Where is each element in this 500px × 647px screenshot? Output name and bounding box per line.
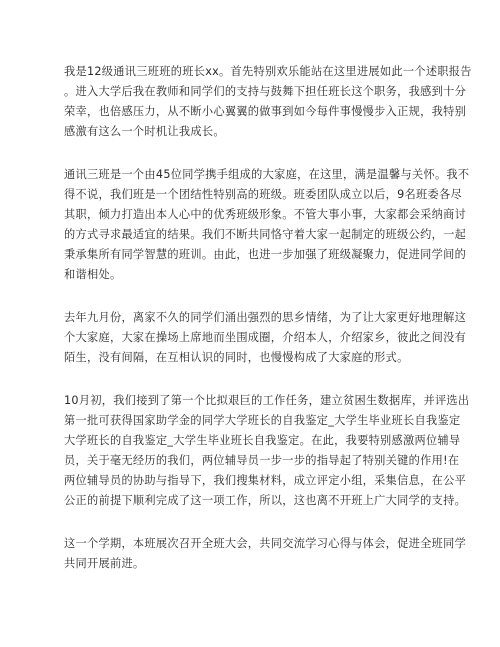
text-line: 荣幸，也倍感压力，从不断小心翼翼的做事到如今每件事慢慢步入正规，我特别 <box>64 105 467 118</box>
text-line: 个大家庭，大家在操场上席地而坐围成圈，介绍本人，介绍家乡，彼此之间没有 <box>64 331 467 344</box>
text-line: 得不说，我们班是一个团结性特别高的班级。班委团队成立以后，9名班委各尽 <box>64 188 462 201</box>
text-line: 大学班长的自我鉴定_大学生毕业班长自我鉴定。在此，我要特别感激两位辅导 <box>64 434 461 447</box>
text-line: 和谐相处。 <box>64 268 122 281</box>
text-line: 共同开展前进。 <box>64 557 145 570</box>
text-line: 我是12级通讯三班班的班长xx。首先特别欢乐能站在这里进展如此一个述职报告 <box>64 65 472 78</box>
text-line: 感激有这么一个时机让我成长。 <box>64 125 225 138</box>
paragraph-september <box>64 308 467 368</box>
text-line: 公正的前提下顺利完成了这一项工作，所以，这也离不开班上广大同学的支持。 <box>64 494 467 507</box>
text-line: 这一个学期，本班展次召开全班大会，共同交流学习心得与体会，促进全班同学 <box>64 537 467 550</box>
text-line: 其职，倾力打造出本人心中的优秀班级形象。不管大事小事，大家都会采纳商讨 <box>64 208 467 221</box>
text-line: 员，关于毫无经历的我们，两位辅导员一步一步的指导起了特别关键的作用!在 <box>64 454 460 467</box>
text-line: 秉承集所有同学智慧的班训。由此，也进一步加强了班级凝聚力，促进同学间的 <box>64 248 467 261</box>
paragraph-october <box>64 391 470 511</box>
text-line: 去年九月份，离家不久的同学们涌出强烈的思乡情绪，为了让大家更好地理解这 <box>64 311 467 324</box>
text-line: 第一批可获得国家助学金的同学大学班长的自我鉴定_大学生毕业班长自我鉴定 <box>64 414 461 427</box>
text-line: 两位辅导员的协助与指导下，我们搜集材料，成立评定小组，采集信息，在公平 <box>64 474 467 487</box>
paragraph-class-overview <box>64 165 470 285</box>
paragraph-intro <box>64 62 472 142</box>
text-line: 。进入大学后我在教师和同学们的支持与鼓舞下担任班长这个职务，我感到十分 <box>64 85 467 98</box>
document-body <box>64 62 472 574</box>
text-line: 陌生，没有间隔，在互相认识的同时，也慢慢构成了大家庭的形式。 <box>64 351 409 364</box>
text-line: 的方式寻求最适宜的结果。我们不断共同恪守着大家一起制定的班级公约，一起 <box>64 228 467 241</box>
text-line: 10月初，我们接到了第一个比拟艰巨的工作任务，建立贫困生数据库，并评选出 <box>64 394 470 407</box>
text-line: 通讯三班是一个由45位同学携手组成的大家庭，在这里，满是温馨与关怀。我不 <box>64 168 470 181</box>
paragraph-semester <box>64 534 467 574</box>
